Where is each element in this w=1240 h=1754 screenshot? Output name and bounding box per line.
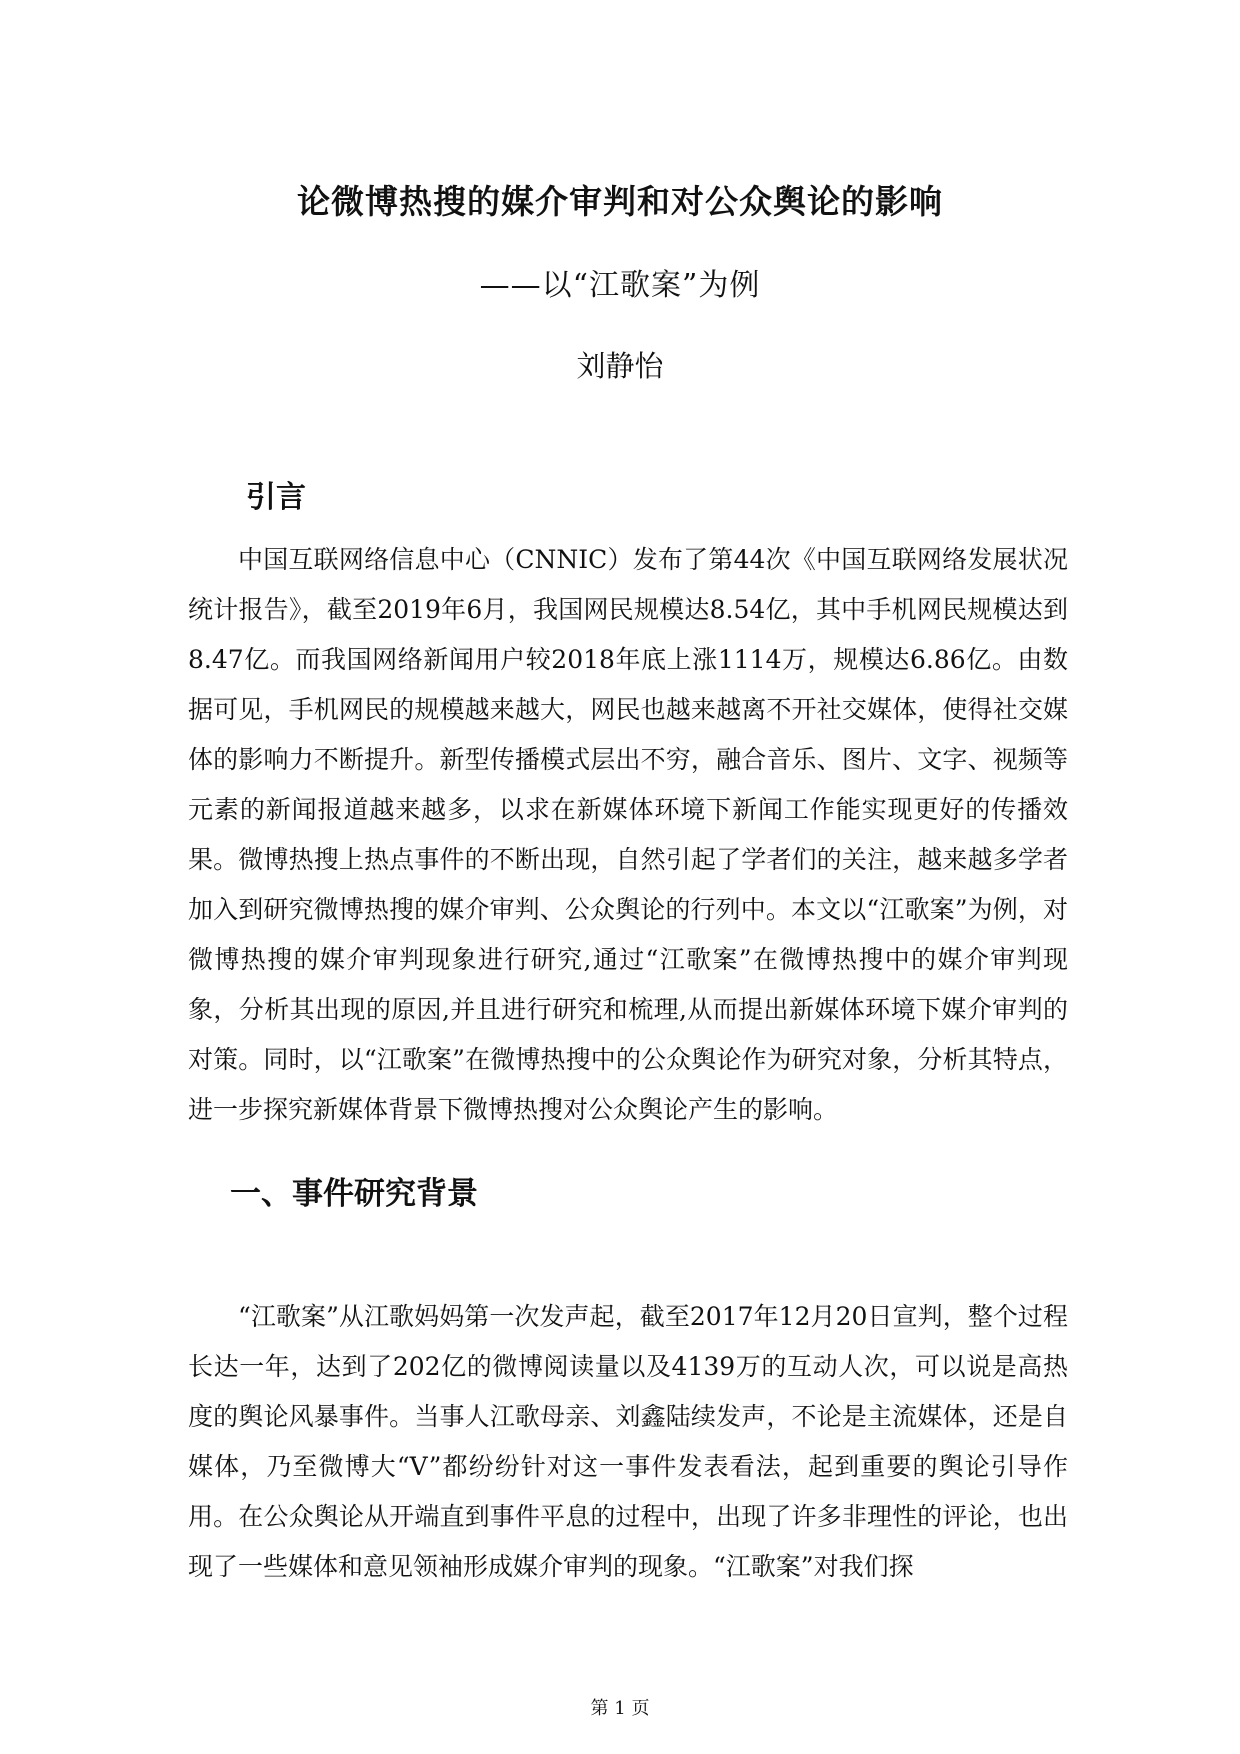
document-title: 论微博热搜的媒介审判和对公众舆论的影响	[297, 182, 943, 221]
page-number: 第 1 页	[590, 1698, 650, 1719]
author-name: 刘静怡	[576, 349, 664, 383]
section-heading-intro: 引言	[246, 480, 306, 515]
intro-paragraph: 中国互联网络信息中心（CNNIC）发布了第44次《中国互联网络发展状况统计报告》，截至2019年6月，我国网民规模达8.54亿，其中手机网民规模达到8.47亿。而我国网络新闻用户较2018年底上涨1114万，规模达6.86亿。由数据可见，手机网民的规模越来越大，网民也越来越离不开社交媒体，使得社交媒体的影响力不断提升。新型传播模式层出不穷，融合音乐、图片、文字、视频等元素的新闻报道越来越多，以求在新媒体环境下新闻工作能实现更好的传播效果。微博热搜上热点事件的不断出现，自然引起了学者们的关注，越来越多学者加入到研究微博热搜的媒介审判、公众舆论的行列中。本文以“江歌案”为例，对微博热搜的媒介审判现象进行研究,通过“江歌案”在微博热搜中的媒介审判现象，分析其出现的原因,并且进行研究和梳理,从而提出新媒体环境下媒介审判的对策。同时，以“江歌案”在微博热搜中的公众舆论作为研究对象，分析其特点，进一步探究新媒体背景下微博热搜对公众舆论产生的影响。	[188, 545, 1068, 1124]
section-heading-background: 一、事件研究背景	[230, 1176, 478, 1212]
document-subtitle: ——以“江歌案”为例	[479, 268, 761, 303]
background-paragraph: “江歌案”从江歌妈妈第一次发声起，截至2017年12月20日宣判，整个过程长达一年，达到了202亿的微博阅读量以及4139万的互动人次，可以说是高热度的舆论风暴事件。当事人江歌母亲、刘鑫陆续发声，不论是主流媒体，还是自媒体，乃至微博大“V”都纷纷针对这一事件发表看法，起到重要的舆论引导作用。在公众舆论从开端直到事件平息的过程中，出现了许多非理性的评论，也出现了一些媒体和意见领袖形成媒介审判的现象。“江歌案”对我们探	[188, 1302, 1068, 1581]
